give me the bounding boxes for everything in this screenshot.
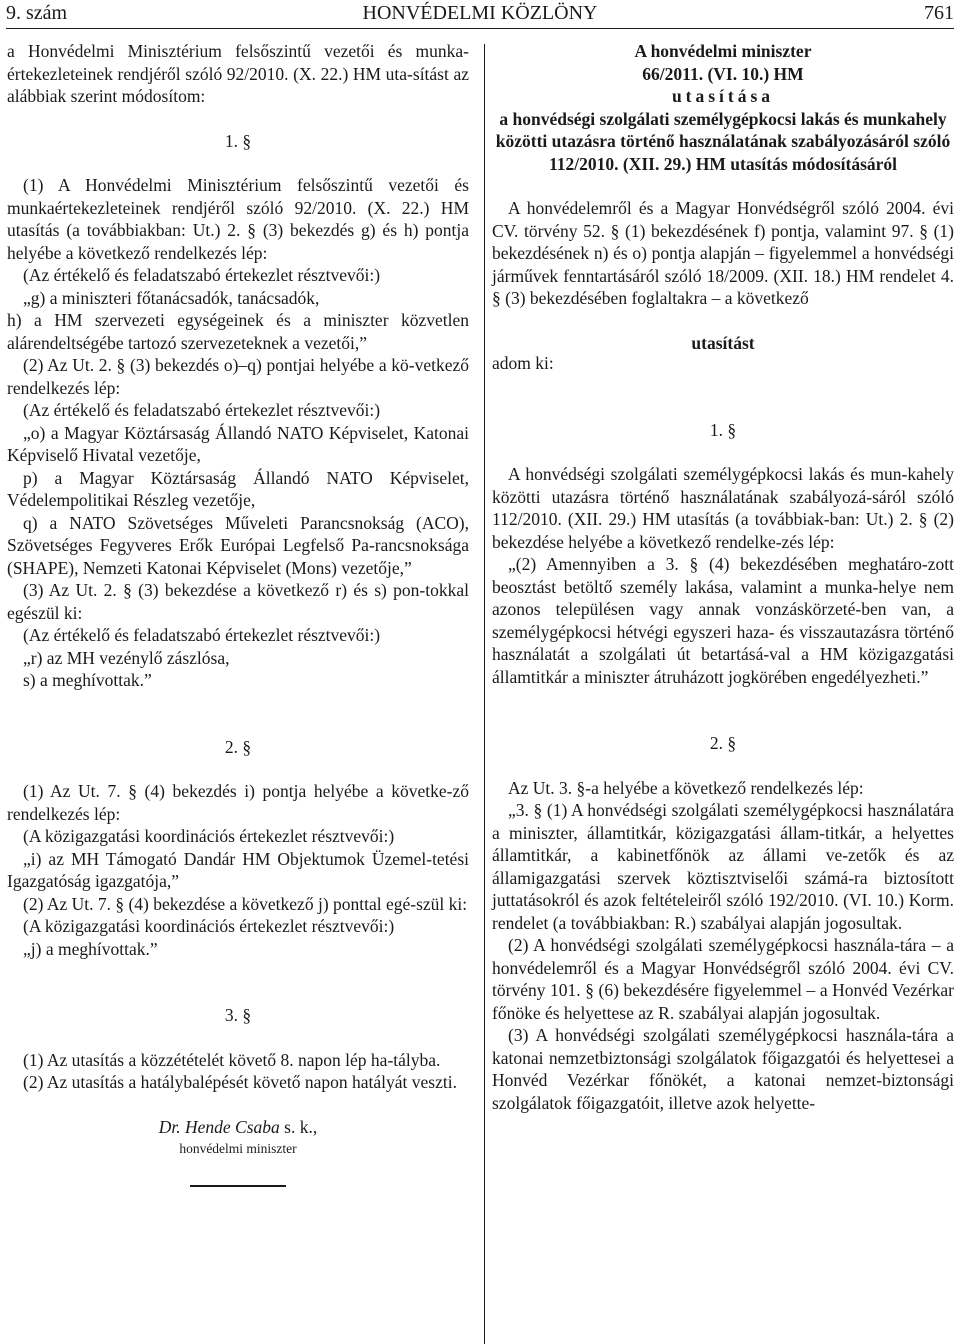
paragraph: (3) A honvédségi szolgálati személygépkocsi használa-tára a katonai nemzetbiztonsági szolgálatok főigazgatói és helyettesei a Honvéd Vezérkar főnökét, a katonai nemzet-biztonsági szolgálatok főigazgatóit, illetve azok helyette- xyxy=(492,1025,954,1113)
adom-ki-label: adom ki: xyxy=(492,353,554,373)
journal-title: HONVÉDELMI KÖZLÖNY xyxy=(362,2,598,24)
section-heading: 1. § xyxy=(224,130,252,151)
paragraph: (1) Az utasítás a közzétételét követő 8. napon lép ha-tályba. xyxy=(23,1049,441,1070)
end-rule xyxy=(190,1185,286,1187)
paragraph: (Az értékelő és feladatszabó értekezlet résztvevői:) xyxy=(23,400,381,420)
section-heading: 2. § xyxy=(709,733,737,753)
signatory-suffix: s. k., xyxy=(284,1116,318,1137)
paragraph: (2) Az Ut. 2. § (3) bekezdés o)–q) pontjai helyébe a kö-vetkező rendelkezés lép: xyxy=(7,355,469,398)
paragraph: „j) a meghívottak.” xyxy=(23,938,158,959)
section-heading: 3. § xyxy=(224,1005,252,1025)
page-header xyxy=(6,0,954,29)
paragraph: Az Ut. 3. §-a helyébe a következő rendelkezés lép: xyxy=(508,777,864,798)
section-heading: 2. § xyxy=(224,736,252,757)
utasitast-label: utasítást xyxy=(691,332,755,353)
signatory-name: Dr. Hende Csaba xyxy=(158,1116,280,1137)
paragraph: „o) a Magyar Köztársaság Állandó NATO Képviselet, Katonai Képviselő Hivatal vezetője, xyxy=(7,422,469,465)
page-number: 761 xyxy=(924,2,954,24)
paragraph: (A közigazgatási koordinációs értekezlet résztvevői:) xyxy=(23,916,395,936)
paragraph: (3) Az Ut. 2. § (3) bekezdése a következő r) és s) pon-tokkal egészül ki: xyxy=(7,580,469,623)
signatory-title: honvédelmi miniszter xyxy=(179,1141,297,1156)
left-column xyxy=(7,40,469,1187)
instruction-issuer: A honvédelmi miniszter xyxy=(634,41,812,61)
intro-paragraph: a Honvédelmi Minisztérium felsőszintű vezetői és munka-értekezleteinek rendjéről szóló 92/2010. (X. 22.) HM uta-sítást az alábbiak szerint módosítom: xyxy=(7,41,469,106)
paragraph: „r) az MH vezénylő zászlósa, xyxy=(23,647,230,668)
paragraph: h) a HM szervezeti egységeinek és a miniszter közvetlen alárendeltségébe tartozó szervezeteknek a vezetői,” xyxy=(7,310,469,353)
paragraph: „i) az MH Támogató Dandár HM Objektumok Üzemel-tetési Igazgatóság igazgatója,” xyxy=(7,848,469,891)
preamble: A honvédelemről és a Magyar Honvédségről szóló 2004. évi CV. törvény 52. § (1) bekezdésének f) pontja, valamint 97. § (1) bekezdésének n) és o) pontja alapján – figyelemmel a honvédségi járművek fenntartásáról szóló 18/2009. (XII. 18.) HM rendelet 4. § (3) bekezdésében foglaltakra – a következő xyxy=(492,198,954,308)
column-divider xyxy=(484,44,485,1344)
paragraph: q) a NATO Szövetséges Műveleti Parancsnokság (ACO), Szövetséges Fegyveres Erők Európai Legfelső Pa-rancsnoksága (SHAPE), Nemzeti Katonai Képviselet (Mons) vezetője,” xyxy=(7,512,469,578)
paragraph: s) a meghívottak.” xyxy=(23,670,152,690)
issue-number: 9. szám xyxy=(6,2,68,24)
paragraph: A honvédségi szolgálati személygépkocsi lakás és mun-kahely közötti utazásra történő használatának szabályozá-sáról szóló 112/2010. (XII. 29.) HM utasítás (a továbbiak-ban: Ut.) 2. § (2) bekezdése helyébe a következő rendelke-zés lép: xyxy=(492,464,954,552)
paragraph: (2) A honvédségi szolgálati személygépkocsi használa-tára – a honvédelemről és a Magyar Honvédségről szóló 2004. évi CV. törvény 101. § (6) bekezdésére figyelemmel – a Honvéd Vezérkar főnöke és helyettese az R. szabályai alapján jogosultak. xyxy=(492,935,954,1023)
instruction-subject: a honvédségi szolgálati személygépkocsi lakás és munkahely közötti utazásra történő használatának szabályozásáról szóló 112/2010. (XII. 29.) HM utasítás módosításáról xyxy=(495,108,951,174)
instruction-type: utasítása xyxy=(671,86,775,106)
paragraph: (1) A Honvédelmi Minisztérium felsőszintű vezetői és munkaértekezleteinek rendjéről szóló 92/2010. (X. 22.) HM utasítás (a továbbiakban: Ut.) 2. § (3) bekezdés g) és h) pontja helyébe a következő rendelkezés lép: xyxy=(7,175,469,263)
paragraph: (2) Az utasítás a hatálybalépését követő napon hatályát veszti. xyxy=(23,1072,457,1092)
paragraph: (Az értékelő és feladatszabó értekezlet résztvevői:) xyxy=(23,265,381,285)
paragraph: „(2) Amennyiben a 3. § (4) bekezdésében meghatáro-zott beosztást betöltő személy lakása, valamint a munka-helye nem azonos településen vagy annak vonzáskörzeté-ben van, a személygépkocsi hétvégi egyszeri haza- és visszautazásra történő használatát a szolgálati út betartásá-val a HM közigazgatási államtitkár a miniszter átruházott jogkörében engedélyezheti.” xyxy=(492,554,954,687)
signature xyxy=(7,1116,469,1139)
paragraph: „g) a miniszteri főtanácsadók, tanácsadók, xyxy=(23,287,320,308)
paragraph: (1) Az Ut. 7. § (4) bekezdés i) pontja helyébe a követke-ző rendelkezés lép: xyxy=(7,781,469,824)
instruction-number: 66/2011. (VI. 10.) HM xyxy=(642,63,804,84)
paragraph: (Az értékelő és feladatszabó értekezlet résztvevői:) xyxy=(23,625,381,645)
right-column xyxy=(492,40,954,1114)
paragraph: (A közigazgatási koordinációs értekezlet résztvevői:) xyxy=(23,826,395,846)
paragraph: „3. § (1) A honvédségi szolgálati személygépkocsi használatára a miniszter, államtitkár, közigazgatási állam-titkár, a helyettes államtitkár, a kabinetfőnök az állami ve-zetők és az államigazgatási szervek köztisztviselői számá-ra biztosított juttatásokról és azok feltételeiről szóló 192/2010. (VI. 10.) Korm. rendelet (a továbbiakban: R.) szabályai alapján jogosultak. xyxy=(492,800,954,933)
paragraph: p) a Magyar Köztársaság Állandó NATO Képviselet, Védelempolitikai Részleg vezetője, xyxy=(7,467,469,510)
section-heading: 1. § xyxy=(709,419,737,440)
paragraph: (2) Az Ut. 7. § (4) bekezdése a következő j) ponttal egé-szül ki: xyxy=(23,893,468,914)
